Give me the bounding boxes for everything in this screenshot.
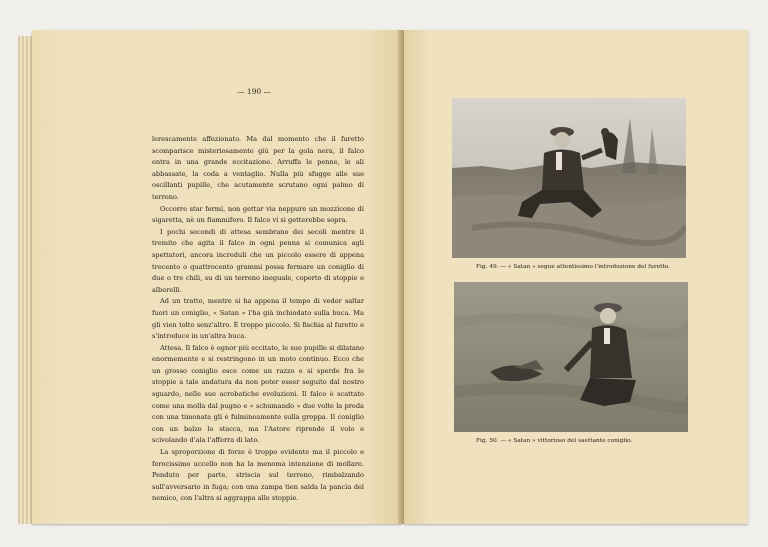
right-page [404,30,748,524]
paragraph: Ad un tratto, mentre si ha appena il tempo di veder saltar fuori un coniglio, « Satan » l'ha già inchiodato sulla buca. Ma gli vien tolto senz'altro. È troppo piccolo. Si fischia al furetto e s'introduce in un'altra buca. [152,297,364,341]
open-book [18,28,748,528]
left-page [32,30,402,524]
page-edges [18,36,32,524]
photo-falconer-sitting [452,98,686,258]
paragraph: lerescamente affezionato. Ma dal momento che il furetto scomparisce misteriosamente giù per la gola nera, il falco entra in una grande eccitazione. Arruffa le penne, le ali abbassate, la coda a ventaglio. Nulla più sfugge alle sue oscillanti pupille, che acutamente scrutano ogni palmo di terreno. [152,135,364,201]
figure-caption: Fig. 50. — « Satan » vittorioso del saettante coniglio. [476,438,633,444]
paragraph: La sproporzione di forze è troppo evidente ma il piccolo e ferocissimo uccello non ha la menoma intenzione di mollare. Penduto per parte, striscia sul terreno, rimbalzando sull'avversario in fuga; con una zampa tien salda la pancia del nemico, con l'altra si aggrappa alle stoppie. [152,448,364,503]
body-text [152,134,364,505]
paragraph: Attesa. Il falco è ognor più eccitato, le sue pupille si dilatano enormemente e si restringono in un moto continuo. Ecco che un grosso coniglio esce come un razzo e si sperde fra le stoppie a tale andatura da non poter esser seguito dal nostro sguardo, nelle sue acrobatiche evoluzioni. Il falco è scattato come una molla dal pugno e « schumando » due volte la preda con una timonata gli è fulmineamente sulla groppa. Il coniglio con un balzo lo stacca, ma l'Astore riprende il volo e scivolando d'ala l'afferra di lato. [152,343,364,445]
photo-image [454,282,688,432]
photo-falconer-kneeling [454,282,688,432]
photo-image [452,98,686,258]
page-number: — 190 — [236,87,272,96]
figure-caption: Fig. 49. — « Satan » segue attentissimo l'introduzione del furetto. [476,264,671,270]
paragraph: Occorre star fermi, non gettar via neppure un mozzicone di sigaretta, nè un fiammifero. Il falco vi si getterebbe sopra. [152,204,364,225]
paragraph: I pochi secondi di attesa sembrano dei secoli mentre il tremito che agita il falco in ogni penna si comunica agli spettatori, ancora increduli che un piccolo essere di appena trecento o quattrocento grammi possa fermare un coniglio di due o tre chili, su di un terreno ineguale, coperto di stoppie e alberelli. [152,227,364,294]
